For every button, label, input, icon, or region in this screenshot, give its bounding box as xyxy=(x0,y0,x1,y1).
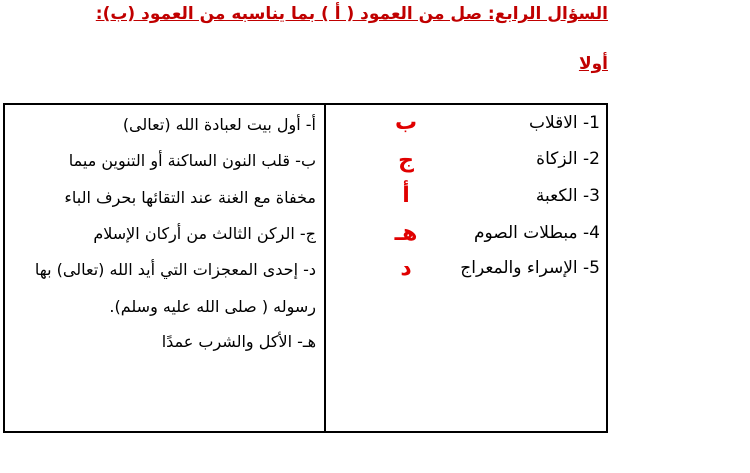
answer-letter: ج xyxy=(398,148,414,173)
column-b-line: ج- الركن الثالث من أركان الإسلام xyxy=(93,224,316,243)
column-a-item: 4- مبطلات الصوم xyxy=(473,223,600,243)
column-b-line: مخفاة مع الغنة عند التقائها بحرف الباء xyxy=(64,188,316,207)
column-b xyxy=(5,105,324,431)
column-b-line: رسوله ( صلى الله عليه وسلم). xyxy=(109,297,316,316)
question-title: السؤال الرابع: صل من العمود ( أ ) بما يناسبه من العمود (ب): xyxy=(95,4,608,24)
column-a-item: 1- الاقلاب xyxy=(528,113,600,133)
column-b-line: ب- قلب النون الساكنة أو التنوين ميما xyxy=(68,151,316,170)
column-a-item: 5- الإسراء والمعراج xyxy=(460,258,600,278)
column-a-item: 3- الكعبة xyxy=(535,186,600,206)
column-a xyxy=(326,105,606,431)
column-a-item: 2- الزكاة xyxy=(536,149,600,169)
answer-letter: د xyxy=(400,256,412,281)
answer-letter: أ xyxy=(402,183,410,208)
answer-letter: ب xyxy=(394,110,418,135)
answer-letter: هـ xyxy=(394,221,418,246)
column-b-line: أ- أول بيت لعبادة الله (تعالى) xyxy=(122,115,316,134)
column-b-line: د- إحدى المعجزات التي أيد الله (تعالى) بها xyxy=(34,260,316,279)
matching-table xyxy=(3,103,608,433)
column-b-line: هـ- الأكل والشرب عمدًا xyxy=(161,332,316,351)
section-subtitle: أولا xyxy=(578,54,608,74)
